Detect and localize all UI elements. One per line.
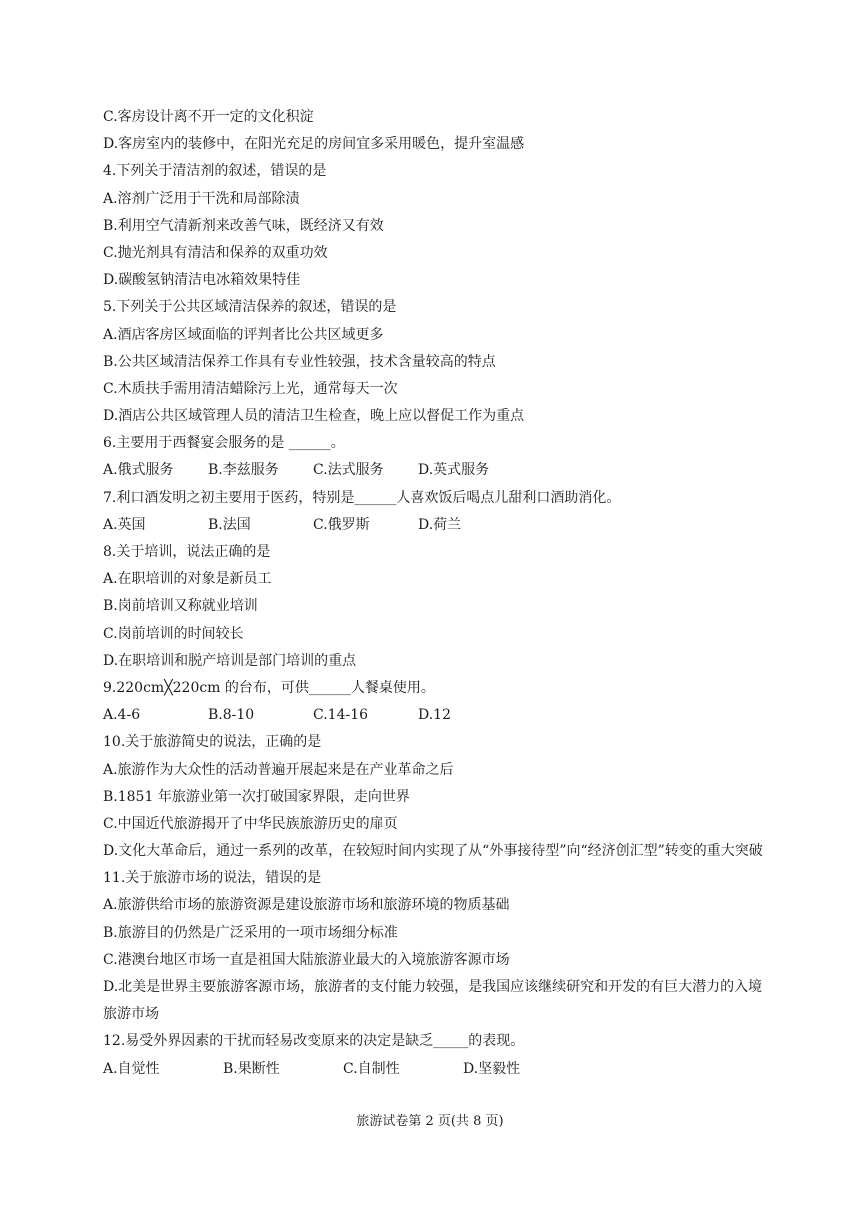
q12-option-d: D.坚毅性 bbox=[463, 1060, 521, 1077]
q6-option-d: D.英式服务 bbox=[418, 462, 490, 479]
q9-option-d: D.12 bbox=[418, 707, 451, 724]
q12-options bbox=[103, 1056, 773, 1083]
q6-options bbox=[103, 457, 773, 484]
q6-option-b: B.李兹服务 bbox=[208, 462, 279, 479]
q10-option-c: C.中国近代旅游揭开了中华民族旅游历史的扉页 bbox=[103, 815, 398, 832]
q4-stem: 4.下列关于清洁剂的叙述，错误的是 bbox=[103, 163, 327, 180]
q11-option-b: B.旅游目的仍然是广泛采用的一项市场细分标准 bbox=[103, 924, 398, 941]
q4-option-d: D.碳酸氢钠清洁电冰箱效果特佳 bbox=[103, 272, 301, 289]
q3-option-c: C.客房设计离不开一定的文化积淀 bbox=[103, 109, 314, 125]
q7-option-d: D.荷兰 bbox=[418, 516, 462, 533]
q3-option-d: D.客房室内的装修中，在阳光充足的房间宜多采用暖色，提升室温感 bbox=[103, 136, 525, 153]
q7-option-a: A.英国 bbox=[103, 516, 146, 533]
q7-stem: 7.利口酒发明之初主要用于医药，特别是______人喜欢饭后喝点儿甜利口酒助消化。 bbox=[103, 489, 621, 506]
q8-option-c: C.岗前培训的时间较长 bbox=[103, 625, 244, 642]
q8-option-b: B.岗前培训又称就业培训 bbox=[103, 598, 258, 615]
q7-option-b: B.法国 bbox=[208, 516, 251, 533]
q4-option-b: B.利用空气清新剂来改善气味，既经济又有效 bbox=[103, 217, 384, 234]
q10-option-d: D.文化大革命后，通过一系列的改革，在较短时间内实现了从“外事接待型”向“经济创汇型”转变的重大突破 bbox=[103, 843, 763, 860]
q9-option-a: A.4-6 bbox=[103, 707, 141, 724]
q9-options bbox=[103, 702, 773, 729]
q5-option-d: D.酒店公共区域管理人员的清洁卫生检查，晚上应以督促工作为重点 bbox=[103, 408, 525, 425]
q12-stem: 12.易受外界因素的干扰而轻易改变原来的决定是缺乏_____的表现。 bbox=[103, 1033, 525, 1050]
q11-option-d: D.北美是世界主要旅游客源市场，旅游者的支付能力较强，是我国应该继续研究和开发的有巨大潜力的入境旅游市场 bbox=[103, 979, 763, 1023]
q5-option-c: C.木质扶手需用清洁蜡除污上光，通常每天一次 bbox=[103, 380, 398, 397]
q5-stem: 5.下列关于公共区域清洁保养的叙述，错误的是 bbox=[103, 299, 397, 316]
q4-option-a: A.溶剂广泛用于干洗和局部除渍 bbox=[103, 190, 300, 207]
q6-stem: 6.主要用于西餐宴会服务的是 ______。 bbox=[103, 435, 345, 452]
page-footer: 旅游试卷第 2 页(共 8 页) bbox=[356, 1114, 504, 1129]
q10-option-a: A.旅游作为大众性的活动普遍开展起来是在产业革命之后 bbox=[103, 761, 454, 778]
q9-option-b: B.8-10 bbox=[208, 707, 255, 724]
q9-option-c: C.14-16 bbox=[313, 707, 369, 724]
q11-stem: 11.关于旅游市场的说法，错误的是 bbox=[103, 870, 322, 887]
q4-option-c: C.抛光剂具有清洁和保养的双重功效 bbox=[103, 244, 328, 261]
q5-option-a: A.酒店客房区域面临的评判者比公共区域更多 bbox=[103, 326, 384, 343]
q12-option-a: A.自觉性 bbox=[103, 1060, 160, 1077]
q8-option-a: A.在职培训的对象是新员工 bbox=[103, 571, 272, 588]
q10-option-b: B.1851 年旅游业第一次打破国家界限，走向世界 bbox=[103, 788, 410, 805]
q6-option-a: A.俄式服务 bbox=[103, 462, 174, 479]
q6-option-c: C.法式服务 bbox=[313, 462, 384, 479]
q8-stem: 8.关于培训，说法正确的是 bbox=[103, 544, 271, 560]
q8-option-d: D.在职培训和脱产培训是部门培训的重点 bbox=[103, 652, 357, 669]
q10-stem: 10.关于旅游简史的说法，正确的是 bbox=[103, 734, 322, 751]
q11-option-c: C.港澳台地区市场一直是祖国大陆旅游业最大的入境旅游客源市场 bbox=[103, 951, 510, 968]
q12-option-b: B.果断性 bbox=[223, 1060, 280, 1077]
q7-options bbox=[103, 512, 773, 539]
q11-option-a: A.旅游供给市场的旅游资源是建设旅游市场和旅游环境的物质基础 bbox=[103, 897, 510, 914]
q5-option-b: B.公共区域清洁保养工作具有专业性较强，技术含量较高的特点 bbox=[103, 353, 496, 370]
q7-option-c: C.俄罗斯 bbox=[313, 516, 370, 533]
q9-stem: 9.220cm╳220cm 的台布，可供______人餐桌使用。 bbox=[103, 679, 435, 696]
q12-option-c: C.自制性 bbox=[343, 1060, 400, 1077]
exam-content bbox=[103, 104, 773, 1083]
